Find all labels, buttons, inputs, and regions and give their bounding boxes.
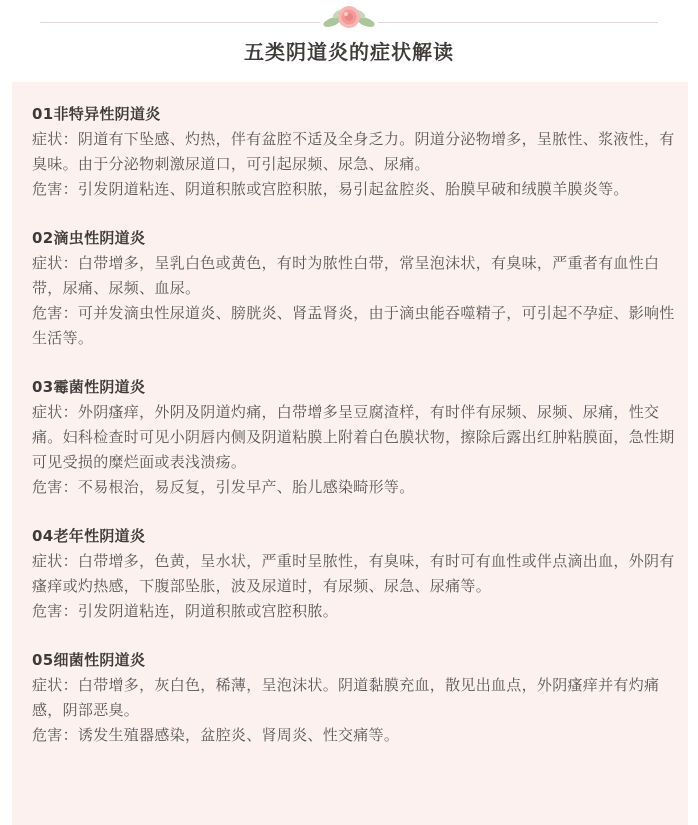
- section-trichomonas: [32, 226, 682, 351]
- harm-text: 危害：不易根治，易反复，引发早产、胎儿感染畸形等。: [32, 478, 415, 496]
- header: [0, 0, 698, 80]
- symptom-text: 症状：外阴瘙痒，外阴及阴道灼痛，白带增多呈豆腐渣样，有时伴有尿频、尿频、尿痛，性交痛。妇科检查时可见小阴唇内侧及阴道粘膜上附着白色膜状物，擦除后露出红肿粘膜面，急性期可见受损的糜烂面或表浅溃疡。: [32, 403, 675, 471]
- flower-icon: [322, 2, 376, 32]
- section-bacterial: [32, 648, 682, 748]
- section-title: 02滴虫性阴道炎: [32, 229, 146, 247]
- section-fungal: [32, 375, 682, 500]
- harm-text: 危害：引发阴道粘连，阴道积脓或宫腔积脓。: [32, 602, 339, 620]
- symptom-text: 症状：阴道有下坠感、灼热，伴有盆腔不适及全身乏力。阴道分泌物增多，呈脓性、浆液性，有臭味。由于分泌物刺激尿道口，可引起尿频、尿急、尿痛。: [32, 130, 675, 173]
- section-title: 05细菌性阴道炎: [32, 651, 146, 669]
- divider-right: [378, 22, 658, 23]
- section-title: 04老年性阴道炎: [32, 527, 146, 545]
- divider-left: [40, 22, 320, 23]
- harm-text: 危害：诱发生殖器感染，盆腔炎、肾周炎、性交痛等。: [32, 726, 400, 744]
- page-title: 五类阴道炎的症状解读: [244, 40, 454, 64]
- section-title: 01非特异性阴道炎: [32, 105, 161, 123]
- harm-text: 危害：引发阴道粘连、阴道积脓或宫腔积脓，易引起盆腔炎、胎膜早破和绒膜羊膜炎等。: [32, 180, 629, 198]
- symptom-text: 症状：白带增多，呈乳白色或黄色，有时为脓性白带，常呈泡沫状，有臭味，严重者有血性白带，尿痛、尿频、血尿。: [32, 254, 660, 297]
- article-body: [32, 102, 682, 772]
- symptom-text: 症状：白带增多，灰白色，稀薄，呈泡沫状。阴道黏膜充血，散见出血点，外阴瘙痒并有灼痛感，阴部恶臭。: [32, 676, 660, 719]
- symptom-text: 症状：白带增多，色黄，呈水状，严重时呈脓性，有臭味，有时可有血性或伴点滴出血，外阴有瘙痒或灼热感，下腹部坠胀，波及尿道时，有尿频、尿急、尿痛等。: [32, 552, 675, 595]
- content-card: [12, 82, 688, 825]
- section-senile: [32, 524, 682, 624]
- harm-text: 危害：可并发滴虫性尿道炎、膀胱炎、肾盂肾炎，由于滴虫能吞噬精子，可引起不孕症、影响性生活等。: [32, 304, 675, 347]
- section-title: 03霉菌性阴道炎: [32, 378, 146, 396]
- section-nonspecific: [32, 102, 682, 202]
